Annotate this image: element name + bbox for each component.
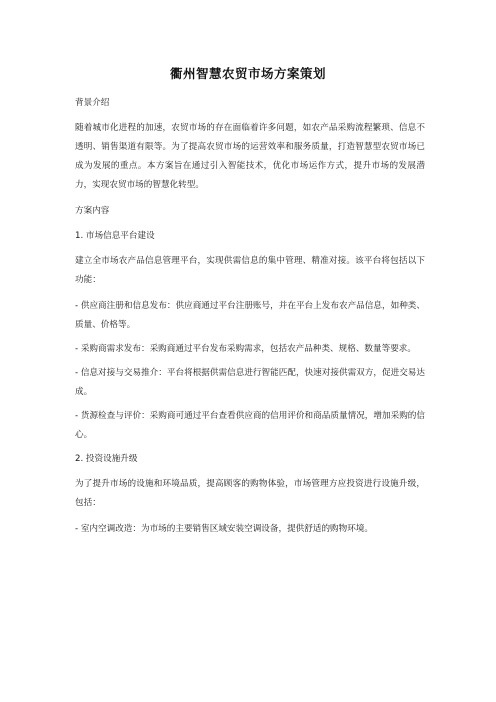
bullet-evaluation: - 货源检查与评价：采购商可通过平台查看供应商的信用评价和商品质量情况，增加采购的信心。 [75,411,425,440]
paragraph-info-platform: 建立全市场农产品信息管理平台，实现供需信息的集中管理、精准对接。该平台将包括以下功能： [75,256,425,285]
heading-plan-content: 方案内容 [75,206,110,216]
heading-background: 背景介绍 [75,98,110,108]
bullet-supplier: - 供应商注册和信息发布：供应商通过平台注册账号，并在平台上发布农产品信息，如种类、质量、价格等。 [75,301,425,330]
bullet-air-conditioning: - 室内空调改造：为市场的主要销售区域安装空调设备，提供舒适的购物环境。 [75,524,374,534]
heading-info-platform: 1. 市场信息平台建设 [75,231,155,241]
bullet-buyer: - 采购商需求发布：采购商通过平台发布采购需求，包括农产品种类、规格、数量等要求。 [75,344,416,354]
paragraph-background: 随着城市化进程的加速，农贸市场的存在面临着许多问题，如农产品采购流程繁琐、信息不透明、销售渠道有限等。为了提高农贸市场的运营效率和服务质量，打造智慧型农贸市场已成为发展的重点。本方案旨在通过引入智能技术，优化市场运作方式，提升市场的发展潜力，实现农贸市场的智慧化转型。 [75,123,425,190]
document-body [75,94,425,544]
bullet-matching: - 信息对接与交易推介：平台将根据供需信息进行智能匹配，快速对接供需双方，促进交易达成。 [75,368,425,397]
heading-facility-upgrade: 2. 投资设施升级 [75,454,138,464]
paragraph-facility-upgrade: 为了提升市场的设施和环境品质，提高顾客的购物体验，市场管理方应投资进行设施升级，包括： [75,479,425,508]
document-title: 衢州智慧农贸市场方案策划 [169,66,326,81]
